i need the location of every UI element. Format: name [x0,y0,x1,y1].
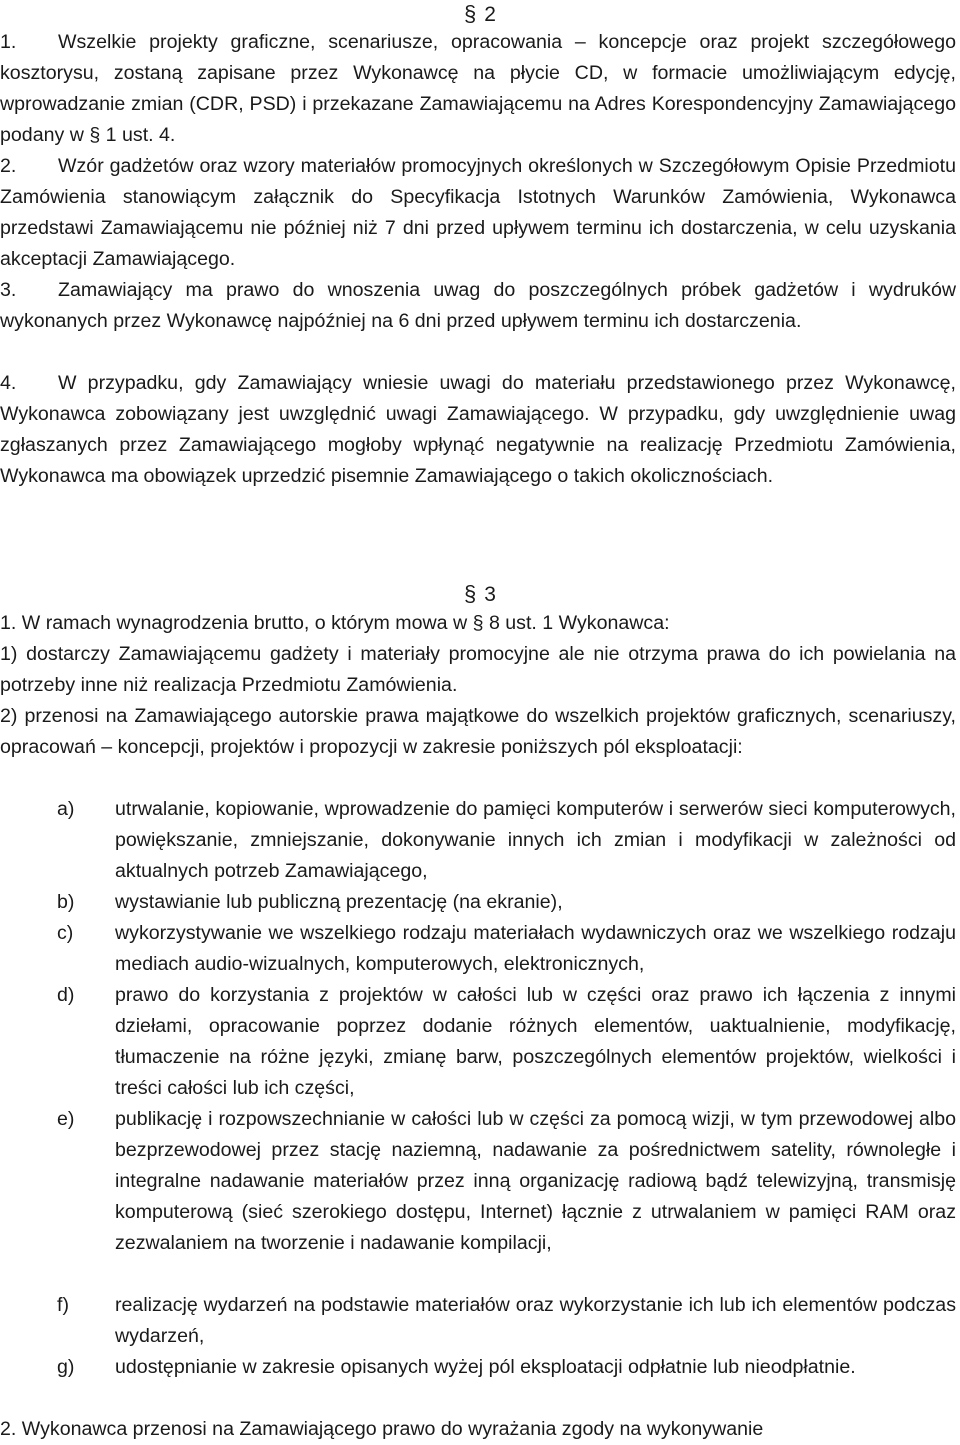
lettered-item-f [57,1290,956,1352]
item-number: 3. [0,279,17,301]
lettered-item-b [57,887,956,918]
lettered-item-c [57,918,956,980]
paragraph-2-2 [0,151,956,275]
item-text: udostępnianie w zakresie opisanych wyżej pól eksploatacji odpłatnie lub nieodpłatnie. [115,1356,856,1378]
paragraph-3-1: 1. W ramach wynagrodzenia brutto, o którym mowa w § 8 ust. 1 Wykonawca: [0,612,670,634]
item-text: Wzór gadżetów oraz wzory materiałów promocyjnych określonych w Szczegółowym Opisie Przedmiotu Zamówienia stanowiącym załącznik do Specyfikacja Istotnych Warunków Zamówienia, Wykonawca przedstawi Zamawiającemu nie później niż 7 dni przed upływem terminu ich dostarczenia, w celu uzyskania akceptacji Zamawiającego. [0,155,956,270]
section-sign: § [464,581,477,606]
item-letter: f) [57,1294,69,1316]
paragraph-2-4 [0,368,956,492]
item-text: prawo do korzystania z projektów w całości lub w części oraz prawo ich łączenia z innymi dziełami, opracowanie poprzez dodanie różnych elementów, uaktualnienie, modyfikację, tłumaczenie na różne języki, zmianę barw, poszczególnych elementów projektów, wielkości i treści całości lub ich części, [115,984,956,1099]
point-2: 2) przenosi na Zamawiającego autorskie prawa majątkowe do wszelkich projektów graficznych, scenariuszy, opracowań – koncepcji, projektów i propozycji w zakresie poniższych pól eksploatacji: [0,705,956,758]
lettered-item-a [57,794,956,887]
paragraph-2-3 [0,275,956,337]
item-number: 4. [0,372,17,394]
section-number: 2 [484,3,496,26]
item-number: 2. [0,155,17,177]
item-letter: c) [57,922,74,944]
item-letter: g) [57,1356,75,1378]
item-number: 1. [0,31,17,53]
paragraph-3-2: 2. Wykonawca przenosi na Zamawiającego prawo do wyrażania zgody na wykonywanie [0,1418,764,1440]
item-letter: a) [57,798,75,820]
item-letter: e) [57,1108,75,1130]
item-text: utrwalanie, kopiowanie, wprowadzenie do pamięci komputerów i serwerów sieci komputerowych, powiększanie, zmniejszanie, dokonywanie innych ich zmian i modyfikacji w zależności od aktualnych potrzeb Zamawiającego, [115,798,956,882]
item-letter: b) [57,891,75,913]
point-1: 1) dostarczy Zamawiającemu gadżety i materiały promocyjne ale nie otrzyma prawa do ich powielania na potrzeby inne niż realizacja Przedmiotu Zamówienia. [0,643,956,696]
section-sign: § [464,1,477,26]
item-text: wystawianie lub publiczną prezentację (na ekranie), [115,891,563,913]
section-heading-2 [0,2,960,27]
item-text: publikację i rozpowszechnianie w całości lub w części za pomocą wizji, w tym przewodowej albo bezprzewodowej przez stację naziemną, nadawanie za pośrednictwem satelity, równoległe i integralne nadawanie materiałów przez inną organizację radiową bądź telewizyjną, transmisję komputerową (sieć szerokiego dostępu, Internet) łącznie z utrwalaniem w pamięci RAM oraz zezwalaniem na tworzenie i nadawanie kompilacji, [115,1108,956,1254]
section-heading-3 [0,582,960,607]
item-text: Wszelkie projekty graficzne, scenariusze, opracowania – koncepcje oraz projekt szczegółowego kosztorysu, zostaną zapisane przez Wykonawcę na płycie CD, w formacie umożliwiającym edycję, wprowadzanie zmian (CDR, PSD) i przekazane Zamawiającemu na Adres Korespondencyjny Zamawiającego podany w § 1 ust. 4. [0,31,956,146]
item-letter: d) [57,984,75,1006]
lettered-item-d [57,980,956,1104]
lettered-item-e [57,1104,956,1259]
item-text: realizację wydarzeń na podstawie materiałów oraz wykorzystanie ich lub ich elementów podczas wydarzeń, [115,1294,956,1347]
item-text: Zamawiający ma prawo do wnoszenia uwag do poszczególnych próbek gadżetów i wydruków wykonanych przez Wykonawcę najpóźniej na 6 dni przed upływem terminu ich dostarczenia. [0,279,956,332]
paragraph-2-1 [0,27,956,151]
section-number: 3 [484,583,496,606]
lettered-item-g [57,1352,956,1383]
item-text: W przypadku, gdy Zamawiający wniesie uwagi do materiału przedstawionego przez Wykonawcę, Wykonawca zobowiązany jest uwzględnić uwagi Zamawiającego. W przypadku, gdy uwzględnienie uwag zgłaszanych przez Zamawiającego mogłoby wpłynąć negatywnie na realizację Przedmiotu Zamówienia, Wykonawca ma obowiązek uprzedzić pisemnie Zamawiającego o takich okolicznościach. [0,372,956,487]
item-text: wykorzystywanie we wszelkiego rodzaju materiałach wydawniczych oraz we wszelkiego rodzaju mediach audio-wizualnych, komputerowych, elektronicznych, [115,922,956,975]
